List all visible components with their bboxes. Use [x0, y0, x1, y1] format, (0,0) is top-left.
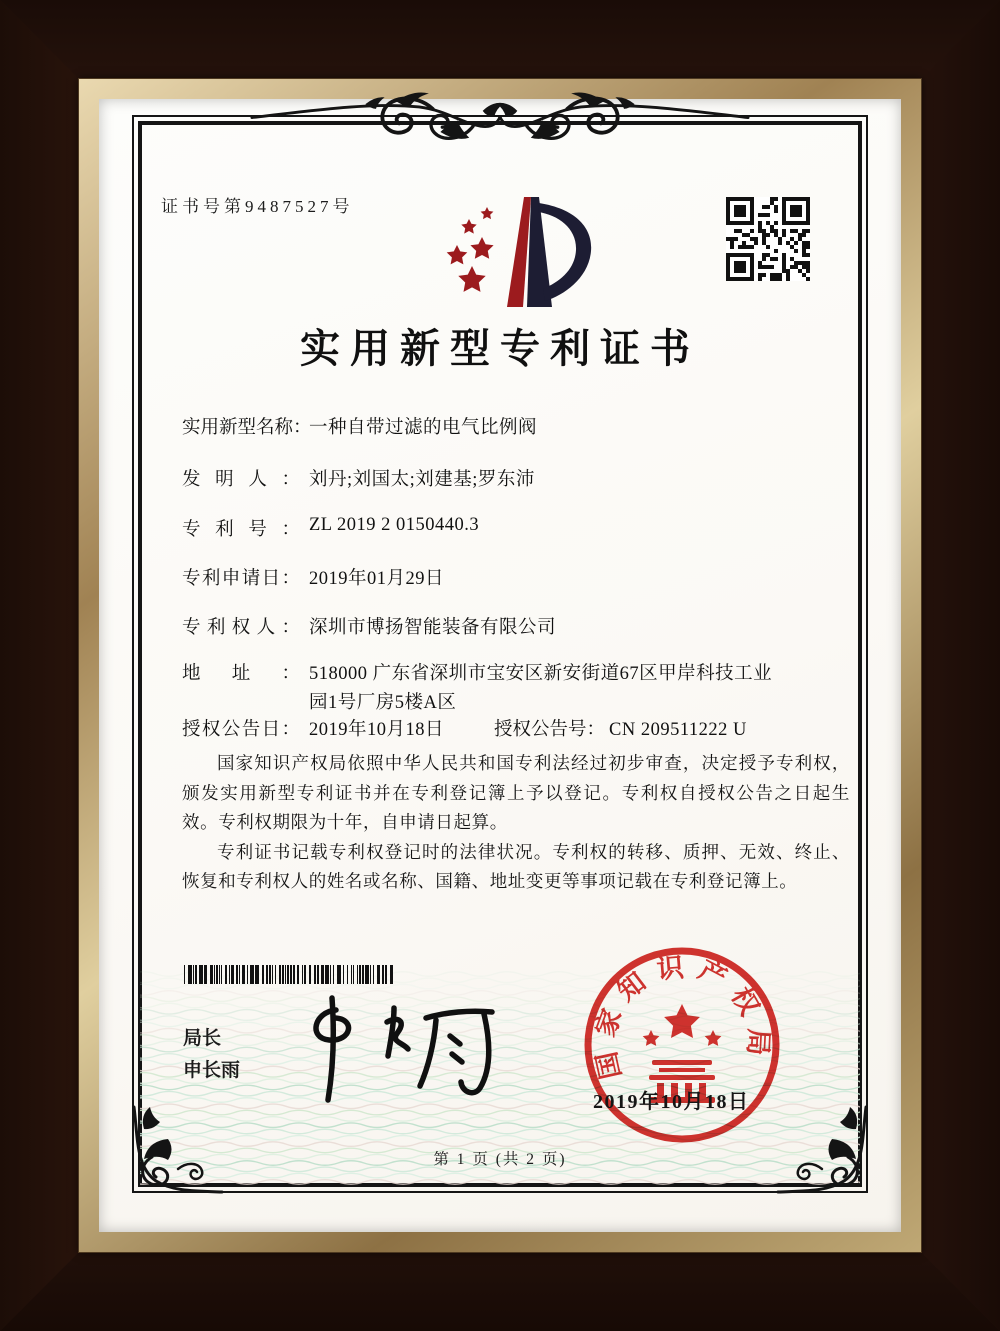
page-number: 第 1 页 (共 2 页)	[433, 1151, 567, 1168]
field-grant-date	[182, 715, 747, 741]
field-label: 专利申请日：	[182, 569, 300, 589]
cnipa-logo-icon	[427, 185, 599, 315]
field-inventors	[182, 465, 535, 491]
field-value: CN 209511222 U	[609, 720, 747, 740]
officer-block	[183, 1023, 240, 1087]
field-utility-model-name	[182, 413, 537, 439]
field-value: ZL 2019 2 0150440.3	[309, 515, 480, 535]
cnipa-official-seal	[579, 942, 785, 1148]
legal-paragraph-1: 国家知识产权局依照中华人民共和国专利法经过初步审查，决定授予专利权，颁发实用新型专利证书并在专利登记簿上予以登记。专利权自授权公告之日起生效。专利权期限为十年，自申请日起算。	[182, 753, 850, 832]
seal-date: 2019年10月18日	[593, 1091, 750, 1113]
field-address-line2: 园1号厂房5楼A区	[309, 693, 457, 713]
field-value: 一种自带过滤的电气比例阀	[309, 418, 538, 438]
field-value: 2019年10月18日	[309, 720, 445, 740]
field-label: 地址：	[182, 664, 300, 684]
field-address	[182, 659, 772, 685]
field-label: 专利号：	[182, 520, 300, 540]
certificate-paper	[99, 99, 901, 1232]
certificate-number: 证书号第9487527号	[161, 197, 354, 216]
legal-text	[182, 749, 850, 897]
svg-text:国家知识产权局: 国家知识产权局	[589, 951, 774, 1082]
field-value: 深圳市博扬智能装备有限公司	[309, 618, 557, 638]
officer-signature	[284, 992, 519, 1107]
field-filing-date	[182, 564, 444, 590]
field-label: 实用新型名称：	[182, 418, 312, 438]
officer-name: 申长雨	[183, 1060, 241, 1081]
field-label: 授权公告日：	[182, 720, 300, 740]
certificate-title: 实用新型专利证书	[300, 326, 700, 371]
field-label: 发明人：	[182, 470, 300, 490]
field-value: 518000 广东省深圳市宝安区新安街道67区甲岸科技工业	[309, 664, 773, 684]
field-label: 授权公告号：	[494, 720, 606, 740]
legal-paragraph-2: 专利证书记载专利权登记时的法律状况。专利权的转移、质押、无效、终止、恢复和专利权人的姓名或名称、国籍、地址变更等事项记载在专利登记簿上。	[182, 841, 850, 891]
field-value: 刘丹;刘国太;刘建基;罗东沛	[309, 470, 535, 490]
field-value: 2019年01月29日	[309, 569, 445, 589]
officer-title: 局长	[183, 1028, 222, 1049]
barcode	[184, 965, 396, 984]
qr-code	[726, 197, 810, 281]
field-grant-number	[494, 715, 747, 741]
field-label: 专利权人：	[182, 618, 300, 638]
top-scroll-ornament-icon	[250, 86, 750, 150]
field-patentee	[182, 613, 556, 639]
field-patent-number	[182, 515, 479, 541]
